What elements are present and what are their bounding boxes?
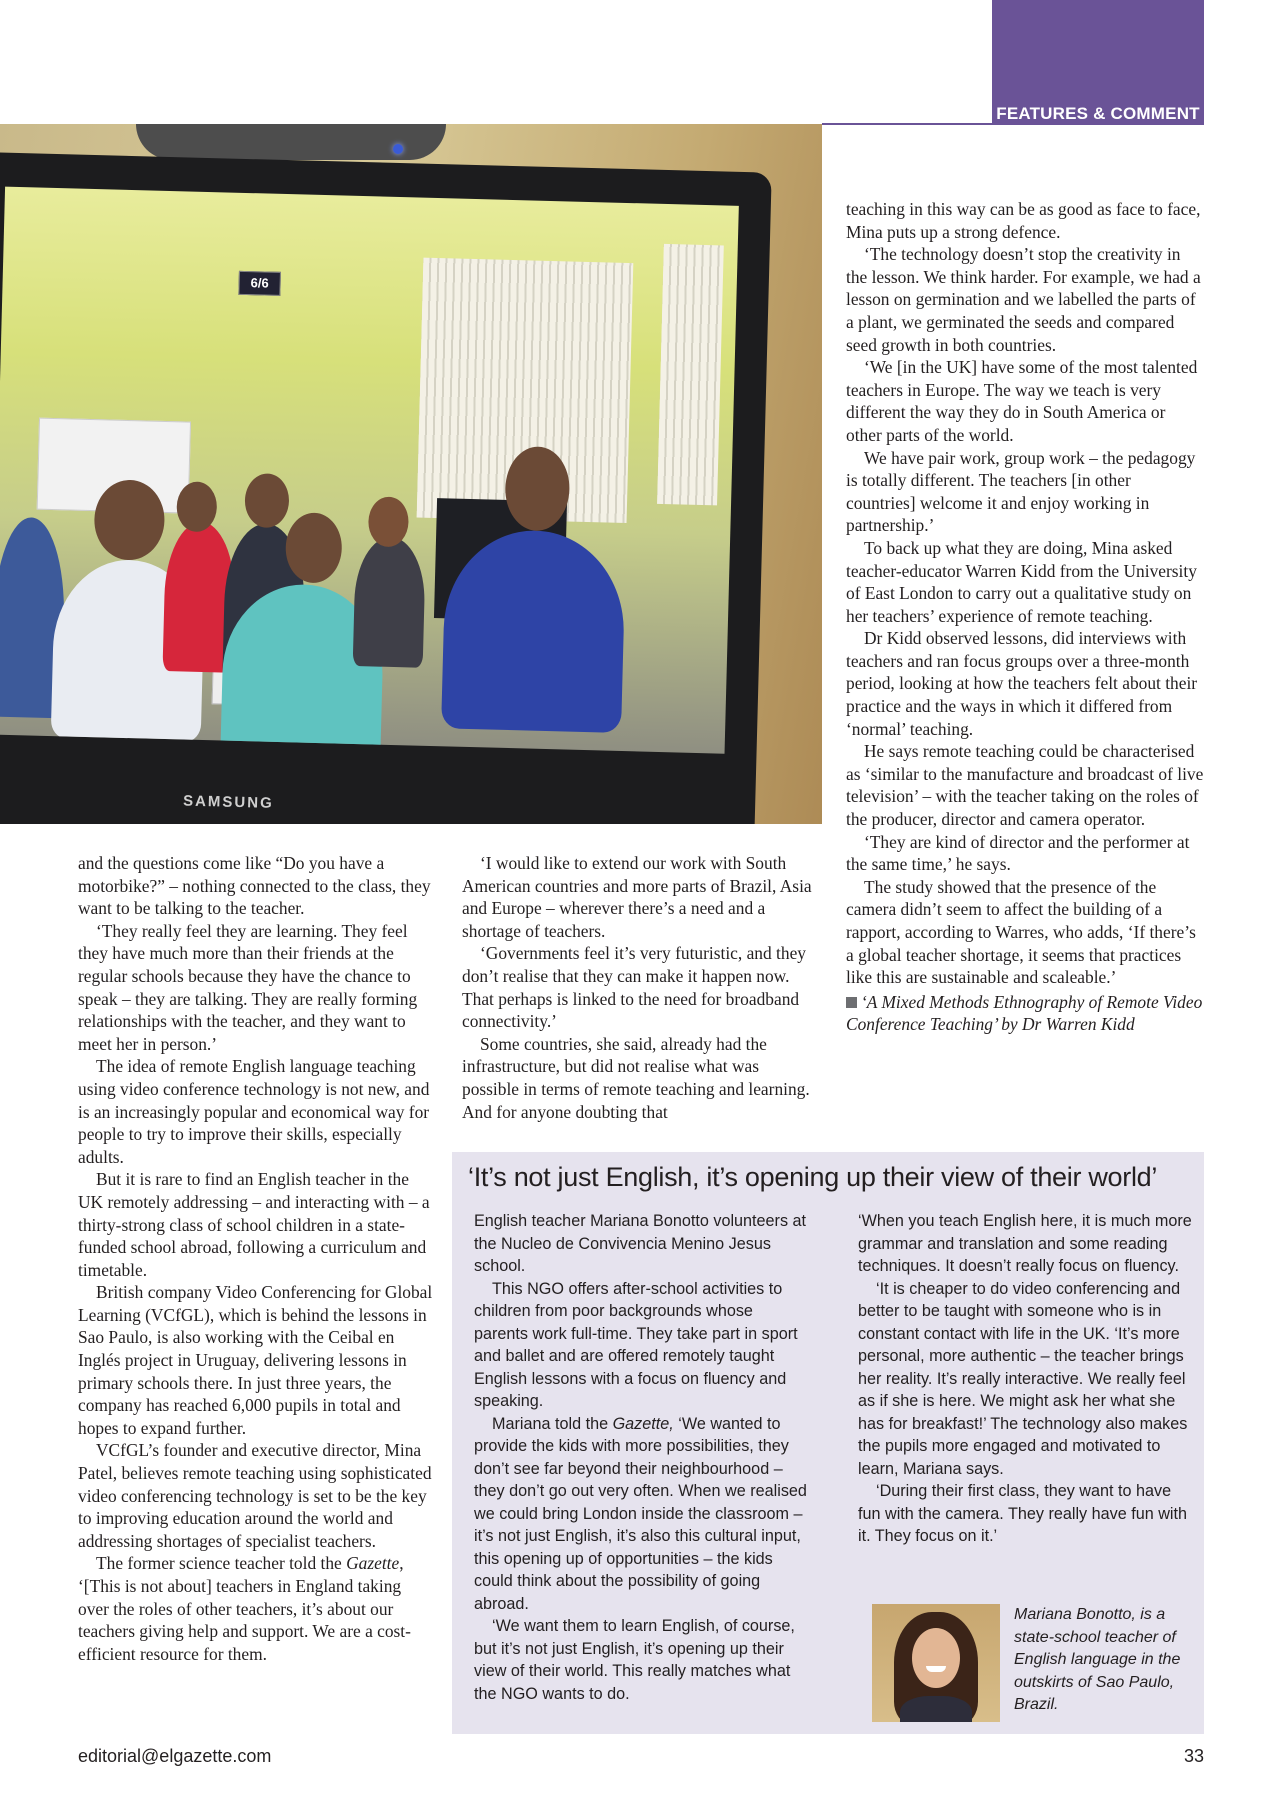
box-title: ‘It’s not just English, it’s opening up their view of their world’ bbox=[468, 1162, 1158, 1192]
portrait-body bbox=[900, 1696, 972, 1722]
monitor bbox=[0, 152, 772, 824]
box-paragraph: ‘We want them to learn English, of course, but it’s not just English, it’s opening up their view of their world. This really matches what the NGO wants to do. bbox=[474, 1617, 795, 1703]
publication-name: Gazette, bbox=[612, 1414, 674, 1433]
student-head bbox=[244, 473, 289, 528]
text-run: ‘We wanted to provide the kids with more possibilities, they don’t see far beyond their neighbourhood – they don’t go out very often. When we realised we could bring London inside the classroom – it’s not just English, it’s also this cultural input, this opening up of opportunities – the kids could think about the possibility of going abroad. bbox=[474, 1414, 807, 1613]
publication-name: Gazette bbox=[346, 1553, 400, 1574]
reference-text: ‘A Mixed Methods Ethnography of Remote Video Conference Teaching’ by Dr Warren Kidd bbox=[846, 991, 1203, 1035]
window-blind bbox=[657, 244, 724, 505]
student bbox=[353, 536, 426, 668]
reference-bullet-icon bbox=[846, 997, 857, 1008]
box-paragraph: ‘When you teach English here, it is much more grammar and translation and some reading techniques. It doesn’t really focus on fluency. bbox=[858, 1212, 1192, 1275]
webcam-lens bbox=[393, 144, 403, 154]
box-paragraph: This NGO offers after-school activities to children from poor backgrounds whose parents work full-time. They take part in sport and ballet and are offered remotely taught English lessons with a focus on fluency and speaking. bbox=[474, 1279, 798, 1410]
portrait-face bbox=[912, 1628, 960, 1688]
text-run: The former science teacher told the bbox=[96, 1553, 347, 1574]
study-reference bbox=[846, 991, 1204, 1036]
participant-counter: 6/6 bbox=[238, 271, 281, 296]
student-head bbox=[93, 479, 165, 561]
box-column-2 bbox=[858, 1210, 1194, 1548]
article-paragraph bbox=[78, 1552, 436, 1665]
student-head bbox=[285, 512, 343, 583]
article-paragraph: ‘We [in the UK] have some of the most talented teachers in Europe. The way we teach is very different the way they do in South America or other parts of the world. bbox=[846, 357, 1198, 445]
article-paragraph: The idea of remote English language teaching using video conference technology is not new, and is an increasingly popular and economical way for people to try to improve their skills, especially adults. bbox=[78, 1056, 430, 1167]
monitor-screen bbox=[0, 187, 739, 754]
article-column-2 bbox=[462, 852, 820, 1123]
webcam bbox=[136, 124, 446, 160]
box-paragraph bbox=[474, 1413, 810, 1616]
article-paragraph: Some countries, she said, already had the infrastructure, but did not realise what was possible in terms of remote teaching and learning. And for anyone doubting that bbox=[462, 1033, 810, 1122]
box-paragraph: English teacher Mariana Bonotto volunteers at the Nucleo de Convivencia Menino Jesus school. bbox=[474, 1212, 807, 1275]
article-paragraph: ‘The technology doesn’t stop the creativity in the lesson. We think harder. For example, we had a lesson on germination and we labelled the parts of a plant, we germinated the seeds and compared seed growth in both countries. bbox=[846, 244, 1201, 355]
article-paragraph: But it is rare to find an English teacher in the UK remotely addressing – and interacting with – a thirty-strong class of school children in a state-funded school abroad, following a curriculum and timetable. bbox=[78, 1169, 430, 1280]
feature-photo bbox=[0, 124, 822, 824]
article-paragraph: ‘I would like to extend our work with South American countries and more parts of Brazil, Asia and Europe – wherever there’s a need and a shortage of teachers. bbox=[462, 853, 812, 941]
article-paragraph: We have pair work, group work – the pedagogy is totally different. The teachers [in other countries] welcome it and enjoy working in partnership.’ bbox=[846, 447, 1196, 536]
article-paragraph: ‘They are kind of director and the performer at the same time,’ he says. bbox=[846, 831, 1190, 875]
interview-box bbox=[452, 1152, 1204, 1734]
article-paragraph: British company Video Conferencing for Global Learning (VCfGL), which is behind the lessons in Sao Paulo, is also working with the Ceibal en Inglés project in Uruguay, delivering lessons in primary schools there. In just three years, the company has reached 6,000 pupils in total and hopes to expand further. bbox=[78, 1282, 433, 1438]
box-paragraph: ‘It is cheaper to do video conferencing and better to be taught with someone who is in constant contact with life in the UK. ‘It’s more personal, more authentic – the teacher brings her reality. It’s really interactive. We really feel as if she is here. We might ask her what she has for breakfast!’ The technology also makes the pupils more engaged and motivated to learn, Mariana says. bbox=[858, 1279, 1188, 1478]
section-label: FEATURES & COMMENT bbox=[996, 104, 1200, 123]
box-paragraph: ‘During their first class, they want to have fun with the camera. They really have fun with it. They focus on it.’ bbox=[858, 1482, 1188, 1545]
monitor-brand: SAMSUNG bbox=[182, 792, 274, 812]
article-paragraph: Dr Kidd observed lessons, did interviews with teachers and ran focus groups over a three-month period, looking at how the teachers felt about their practice and the ways in which it differed from ‘normal’ teaching. bbox=[846, 628, 1198, 739]
portrait-smile bbox=[926, 1666, 946, 1672]
article-paragraph: ‘They really feel they are learning. They feel they have much more than their friends at the regular schools because they have the chance to speak – they are talking. They are really forming relationships with the teacher, and they want to meet her in person.’ bbox=[78, 920, 418, 1054]
student-head bbox=[368, 496, 409, 547]
box-column-1 bbox=[474, 1210, 810, 1705]
footer-email[interactable]: editorial@elgazette.com bbox=[78, 1746, 272, 1766]
page-number: 33 bbox=[1183, 1746, 1204, 1766]
portrait-caption: Mariana Bonotto, is a state-school teacher of English language in the outskirts of Sao Paulo, Brazil. bbox=[1014, 1606, 1181, 1713]
text-run: , ‘[This is not about] teachers in England taking over the roles of other teachers, it’s about our teachers giving help and support. We are a cost-efficient resource for them. bbox=[78, 1553, 411, 1664]
text-run: Mariana told the bbox=[492, 1414, 613, 1433]
article-paragraph: teaching in this way can be as good as face to face, Mina puts up a strong defence. bbox=[846, 199, 1201, 242]
article-paragraph: ‘Governments feel it’s very futuristic, and they don’t realise that they can make it happen now. That perhaps is linked to the need for broadband connectivity.’ bbox=[462, 943, 806, 1032]
article-paragraph: and the questions come like “Do you have a motorbike?” – nothing connected to the class, they want to be talking to the teacher. bbox=[78, 853, 431, 919]
article-paragraph: To back up what they are doing, Mina asked teacher-educator Warren Kidd from the University of East London to carry out a qualitative study on her teachers’ experience of remote teaching. bbox=[846, 537, 1197, 626]
article-column-3 bbox=[846, 198, 1204, 1036]
article-paragraph: VCfGL’s founder and executive director, Mina Patel, believes remote teaching using sophisticated video conferencing technology is set to be the key to improving education around the world and addressing shortages of specialist teachers. bbox=[78, 1440, 432, 1551]
teacher-portrait bbox=[872, 1604, 1000, 1722]
article-paragraph: The study showed that the presence of the camera didn’t seem to affect the building of a rapport, according to Warres, who adds, ‘If there’s a global teacher shortage, it seems that practices like this are sustainable and scaleable.’ bbox=[846, 876, 1196, 988]
article-paragraph: He says remote teaching could be characterised as ‘similar to the manufacture and broadcast of live television’ – with the teacher taking on the roles of the producer, director and camera operator. bbox=[846, 741, 1204, 830]
header-rule bbox=[822, 123, 1204, 125]
article-column-1 bbox=[78, 852, 436, 1665]
